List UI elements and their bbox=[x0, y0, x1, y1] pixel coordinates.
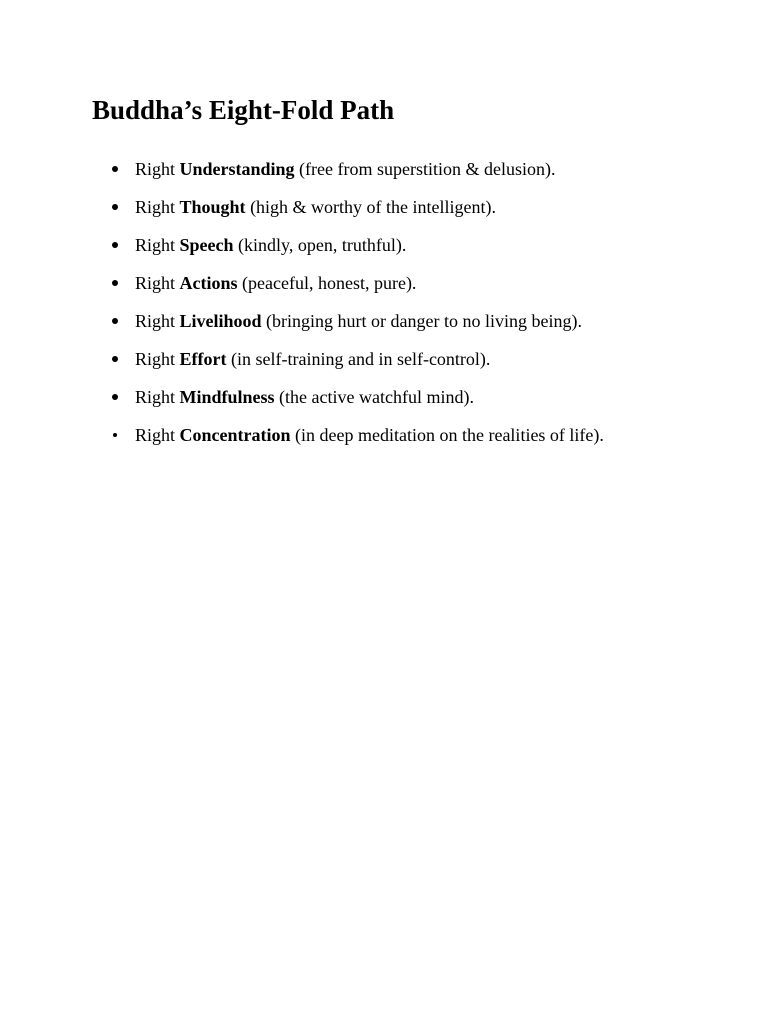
list-item-text bbox=[135, 340, 490, 378]
list-item bbox=[0, 226, 768, 264]
list-item-text bbox=[135, 302, 582, 340]
item-description: (bringing hurt or danger to no living being). bbox=[266, 311, 582, 331]
item-description: (free from superstition & delusion). bbox=[299, 159, 556, 179]
list-item-text bbox=[135, 416, 604, 454]
item-description: (the active watchful mind). bbox=[279, 387, 474, 407]
bullet-icon bbox=[112, 318, 118, 324]
list-item bbox=[0, 188, 768, 226]
list-item-text bbox=[135, 150, 556, 188]
bullet-icon bbox=[112, 394, 118, 400]
item-prefix: Right bbox=[135, 311, 176, 331]
item-term: Understanding bbox=[179, 159, 295, 179]
item-prefix: Right bbox=[135, 273, 176, 293]
item-term: Speech bbox=[179, 235, 234, 255]
bullet-icon bbox=[113, 433, 117, 437]
list-item bbox=[0, 378, 768, 416]
eightfold-path-list bbox=[0, 150, 768, 454]
item-prefix: Right bbox=[135, 197, 176, 217]
bullet-icon bbox=[112, 356, 118, 362]
item-term: Effort bbox=[179, 349, 227, 369]
item-description: (in self-training and in self-control). bbox=[231, 349, 491, 369]
list-item-text bbox=[135, 264, 416, 302]
item-prefix: Right bbox=[135, 425, 176, 445]
item-prefix: Right bbox=[135, 349, 176, 369]
item-term: Mindfulness bbox=[179, 387, 275, 407]
item-description: (kindly, open, truthful). bbox=[238, 235, 407, 255]
list-item-text bbox=[135, 378, 474, 416]
item-prefix: Right bbox=[135, 159, 176, 179]
item-description: (in deep meditation on the realities of life). bbox=[295, 425, 604, 445]
list-item bbox=[0, 302, 768, 340]
list-item bbox=[0, 264, 768, 302]
bullet-icon bbox=[112, 204, 118, 210]
page-title: Buddha’s Eight-Fold Path bbox=[92, 95, 395, 125]
item-prefix: Right bbox=[135, 235, 176, 255]
item-prefix: Right bbox=[135, 387, 176, 407]
list-item bbox=[0, 416, 768, 454]
bullet-icon bbox=[112, 166, 118, 172]
item-term: Actions bbox=[179, 273, 238, 293]
item-description: (peaceful, honest, pure). bbox=[242, 273, 417, 293]
bullet-icon bbox=[112, 242, 118, 248]
item-term: Concentration bbox=[179, 425, 291, 445]
list-item-text bbox=[135, 188, 496, 226]
list-item-text bbox=[135, 226, 406, 264]
bullet-icon bbox=[112, 280, 118, 286]
item-description: (high & worthy of the intelligent). bbox=[250, 197, 497, 217]
list-item bbox=[0, 340, 768, 378]
item-term: Livelihood bbox=[179, 311, 262, 331]
item-term: Thought bbox=[179, 197, 246, 217]
list-item bbox=[0, 150, 768, 188]
